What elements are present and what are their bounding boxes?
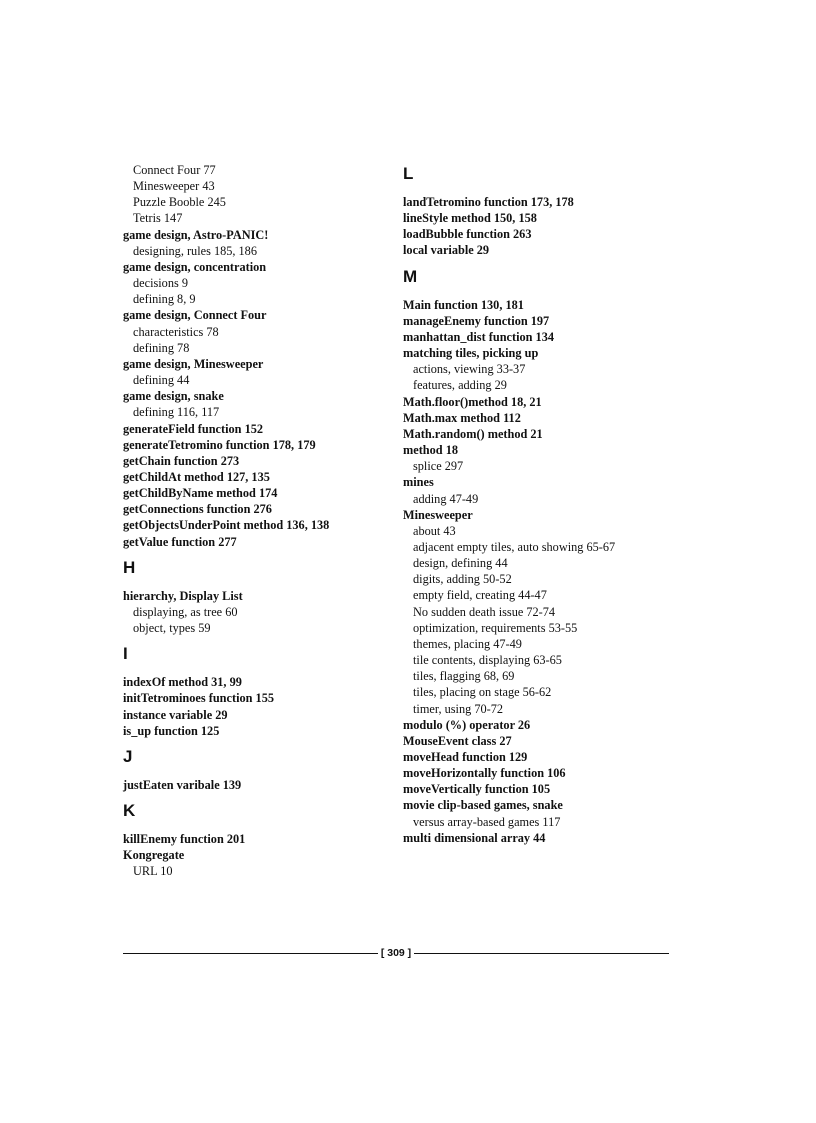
footer-rule-left [123, 953, 378, 954]
index-subentry: themes, placing 47-49 [413, 636, 522, 651]
index-subentry: decisions 9 [133, 276, 188, 291]
page-footer [123, 944, 669, 962]
footer-rule-right [414, 953, 669, 954]
index-entry: Math.random() method 21 [403, 426, 543, 441]
index-entry: game design, snake [123, 389, 224, 404]
index-entry: getObjectsUnderPoint method 136, 138 [123, 518, 330, 533]
index-entry: movie clip-based games, snake [403, 798, 563, 813]
index-entry: killEnemy function 201 [123, 832, 246, 846]
index-subentry: Minesweeper 43 [133, 179, 215, 194]
index-entry: moveHorizontally function 106 [403, 766, 566, 781]
index-entry: Kongregate [123, 848, 185, 863]
index-subentry: Connect Four 77 [133, 163, 216, 177]
index-subentry: splice 297 [413, 459, 464, 474]
index-entry: is_up function 125 [123, 723, 220, 738]
index-subentry: digits, adding 50-52 [413, 572, 512, 587]
index-entry: indexOf method 31, 99 [123, 675, 242, 690]
index-subentry: tile contents, displaying 63-65 [413, 653, 562, 668]
index-entry: game design, Astro-PANIC! [123, 227, 269, 242]
index-entry: loadBubble function 263 [403, 227, 532, 242]
index-entry: hierarchy, Display List [123, 588, 243, 603]
section-letter: I [123, 644, 128, 664]
index-entry: game design, Minesweeper [123, 356, 264, 371]
index-subentry: defining 8, 9 [133, 292, 196, 307]
index-subentry: about 43 [413, 523, 456, 538]
index-subentry: object, types 59 [133, 621, 211, 636]
index-entry: moveHead function 129 [403, 750, 528, 764]
index-subentry: defining 116, 117 [133, 405, 220, 420]
index-subentry: No sudden death issue 72-74 [413, 604, 556, 619]
section-letter: J [123, 746, 133, 766]
index-subentry: adjacent empty tiles, auto showing 65-67 [413, 539, 616, 554]
index-entry: game design, concentration [123, 259, 267, 274]
index-entry: instance variable 29 [123, 707, 228, 722]
index-subentry: designing, rules 185, 186 [133, 243, 257, 258]
index-subentry: timer, using 70-72 [413, 701, 504, 716]
index-subentry: features, adding 29 [413, 378, 507, 393]
section-letter: K [123, 801, 136, 820]
index-subentry: URL 10 [133, 864, 173, 879]
index-subentry: tiles, flagging 68, 69 [413, 669, 515, 684]
index-subentry: empty field, creating 44-47 [413, 588, 547, 603]
index-column-left [123, 162, 395, 879]
index-entry: Math.floor()method 18, 21 [403, 394, 542, 409]
index-subentry: defining 78 [133, 340, 190, 355]
index-subentry: versus array-based games 117 [413, 814, 561, 829]
index-entry: getChain function 273 [123, 453, 240, 468]
index-subentry: actions, viewing 33-37 [413, 362, 526, 377]
index-entry: moveVertically function 105 [403, 782, 551, 797]
index-entry: multi dimensional array 44 [403, 830, 546, 845]
section-letter: L [403, 164, 414, 183]
index-entry: Minesweeper [403, 507, 473, 522]
index-entry: getChildByName method 174 [123, 486, 278, 501]
page-number: [ 309 ] [380, 947, 412, 959]
index-entry: justEaten varibale 139 [123, 777, 242, 792]
index-entry: MouseEvent class 27 [403, 733, 512, 748]
index-subentry: tiles, placing on stage 56-62 [413, 685, 552, 700]
index-entry: getChildAt method 127, 135 [123, 469, 270, 484]
index-column-right [403, 162, 675, 846]
index-entry: Main function 130, 181 [403, 297, 524, 312]
index-entry: manhattan_dist function 134 [403, 329, 555, 344]
index-subentry: displaying, as tree 60 [133, 604, 238, 619]
section-letter: M [403, 266, 418, 286]
index-entry: getValue function 277 [123, 534, 237, 549]
index-subentry: design, defining 44 [413, 556, 508, 571]
index-entry: mines [403, 475, 434, 490]
index-entry: game design, Connect Four [123, 308, 267, 323]
index-entry: getConnections function 276 [123, 502, 272, 517]
index-entry: method 18 [403, 443, 458, 458]
section-letter: H [123, 557, 136, 577]
index-entry: Math.max method 112 [403, 410, 521, 425]
index-entry: lineStyle method 150, 158 [403, 211, 537, 226]
index-entry: landTetromino function 173, 178 [403, 195, 574, 209]
index-entry: generateTetromino function 178, 179 [123, 437, 316, 452]
index-entry: local variable 29 [403, 243, 490, 258]
index-subentry: adding 47-49 [413, 491, 479, 506]
index-subentry: Puzzle Booble 245 [133, 195, 226, 210]
index-entry: generateField function 152 [123, 421, 264, 436]
index-subentry: characteristics 78 [133, 324, 219, 339]
index-subentry: defining 44 [133, 373, 190, 388]
index-entry: modulo (%) operator 26 [403, 717, 531, 732]
index-entry: matching tiles, picking up [403, 346, 539, 361]
index-subentry: optimization, requirements 53-55 [413, 620, 578, 635]
index-entry: manageEnemy function 197 [403, 313, 550, 328]
index-entry: initTetrominoes function 155 [123, 691, 274, 706]
index-subentry: Tetris 147 [133, 211, 183, 226]
